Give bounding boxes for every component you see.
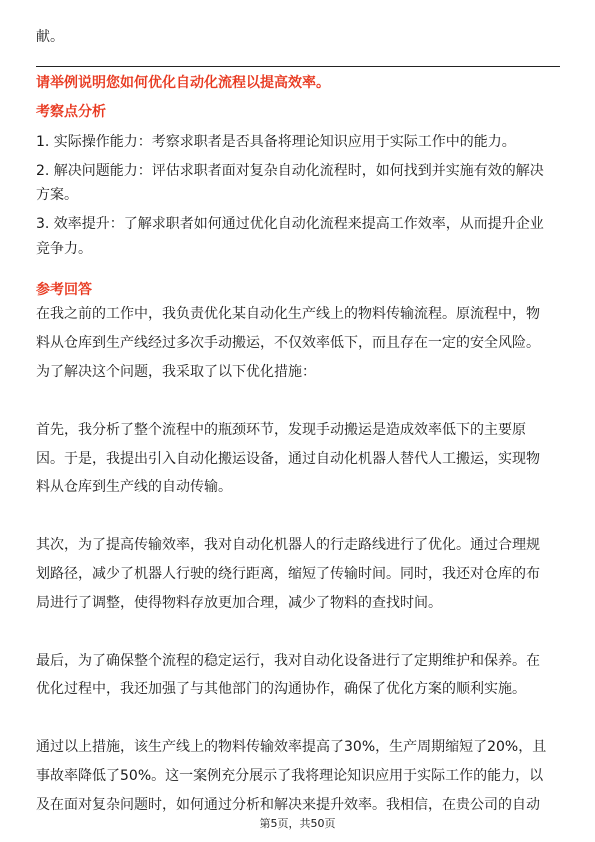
analysis-point-2: 2. 解决问题能力：评估求职者面对复杂自动化流程时，如何找到并实施有效的解决 (36, 163, 544, 179)
answer-line: 因。于是，我提出引入自动化搬运设备，通过自动化机器人替代人工搬运，实现物 (36, 451, 540, 467)
answer-line: 局进行了调整，使得物料存放更加合理，减少了物料的查找时间。 (36, 595, 442, 611)
analysis-point-3: 3. 效率提升：了解求职者如何通过优化自动化流程来提高工作效率，从而提升企业 (36, 216, 544, 232)
answer-line: 事故率降低了50%。这一案例充分展示了我将理论知识应用于实际工作的能力，以 (36, 768, 544, 784)
analysis-point-3-cont: 竞争力。 (36, 241, 92, 257)
answer-line: 划路径，减少了机器人行驶的绕行距离，缩短了传输时间。同时，我还对仓库的布 (36, 566, 540, 582)
page-number: 第5页，共50页 (259, 817, 336, 830)
answer-line: 最后，为了确保整个流程的稳定运行，我对自动化设备进行了定期维护和保养。在 (36, 653, 540, 669)
answer-line: 优化过程中，我还加强了与其他部门的沟通协作，确保了优化方案的顺利实施。 (36, 681, 526, 697)
answer-line: 料从仓库到生产线经过多次手动搬运，不仅效率低下，而且存在一定的安全风险。 (36, 335, 540, 351)
answer-line: 其次，为了提高传输效率，我对自动化机器人的行走路线进行了优化。通过合理规 (36, 537, 540, 553)
answer-line: 在我之前的工作中，我负责优化某自动化生产线上的物料传输流程。原流程中，物 (36, 306, 540, 322)
answer-line: 料从仓库到生产线的自动传输。 (36, 479, 232, 495)
answer-line: 首先，我分析了整个流程中的瓶颈环节，发现手动搬运是造成效率低下的主要原 (36, 422, 526, 438)
answer-line: 及在面对复杂问题时，如何通过分析和解决来提升效率。我相信，在贵公司的自动 (36, 797, 540, 813)
answer-heading: 参考回答 (36, 282, 92, 298)
question-title: 请举例说明您如何优化自动化流程以提高效率。 (36, 75, 330, 91)
section-divider (36, 66, 560, 67)
analysis-point-1: 1. 实际操作能力：考察求职者是否具备将理论知识应用于实际工作中的能力。 (36, 134, 516, 150)
answer-line: 通过以上措施，该生产线上的物料传输效率提高了30%，生产周期缩短了20%，且 (36, 739, 547, 755)
analysis-point-2-cont: 方案。 (36, 187, 78, 203)
carryover-text: 献。 (36, 29, 64, 45)
analysis-heading: 考察点分析 (36, 104, 106, 120)
answer-line: 为了解决这个问题，我采取了以下优化措施： (36, 364, 316, 380)
